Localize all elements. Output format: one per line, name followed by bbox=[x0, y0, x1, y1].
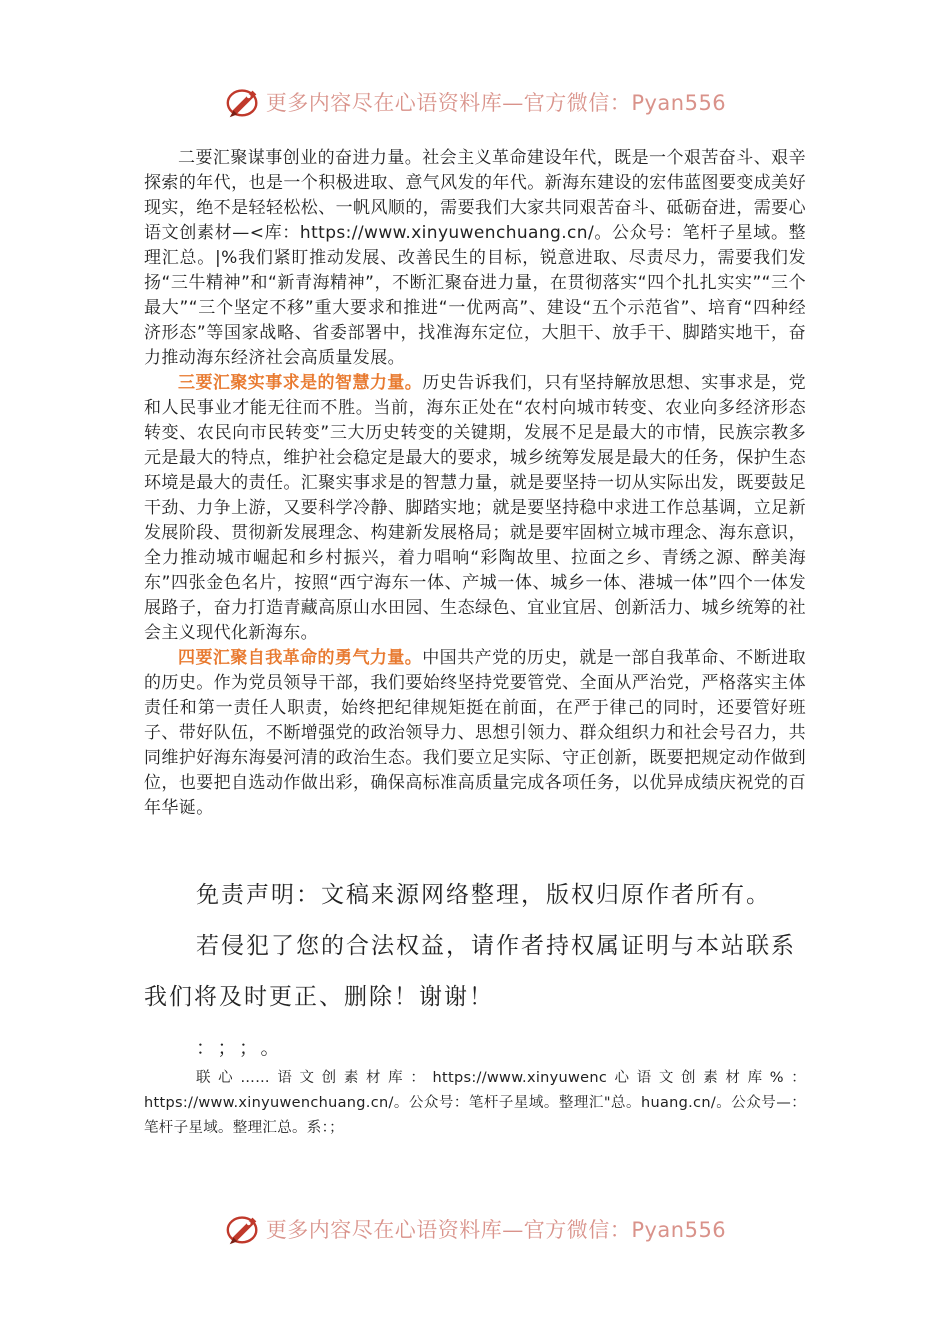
banner-label: 更多内容尽在心语资料库—官方微信： bbox=[265, 91, 632, 115]
paragraph-3-heading: 四要汇聚自我革命的勇气力量。 bbox=[178, 648, 423, 668]
banner-label: 更多内容尽在心语资料库—官方微信： bbox=[265, 1218, 632, 1242]
banner-wechat: Pyan556 bbox=[631, 1218, 727, 1242]
paragraph-2 bbox=[144, 371, 806, 646]
disclaimer-line-1: 免责声明：文稿来源网络整理，版权归原作者所有。 bbox=[196, 882, 771, 908]
paragraph-2-heading: 三要汇聚实事求是的智慧力量。 bbox=[178, 373, 423, 393]
paragraph-2-body: 历史告诉我们，只有坚持解放思想、实事求是，党和人民事业才能无往而不胜。当前，海东正处在“农村向城市转变、农业向多经济形态转变、农民向市民转变”三大历史转变的关键期，发展不足是最大的市情，民族宗教多元是最大的特点，维护社会稳定是最大的要求，城乡统筹发展是最大的任务，保护生态环境是最大的责任。汇聚实事求是的智慧力量，就是要坚持一切从实际出发，既要鼓足干劲、力争上游，又要科学冷静、脚踏实地；就是要坚持稳中求进工作总基调，立足新发展阶段、贯彻新发展理念、构建新发展格局；就是要牢固树立城市理念、海东意识，全力推动城市崛起和乡村振兴，着力唱响“彩陶故里、拉面之乡、青绣之源、醉美海东”四张金色名片，按照“西宁海东一体、产城一体、城乡一体、港城一体”四个一体发展路子，奋力打造青藏高原山水田园、生态绿色、宜业宜居、创新活力、城乡统筹的社会主义现代化新海东。 bbox=[144, 373, 806, 643]
pen-logo-icon bbox=[224, 1210, 262, 1248]
disclaimer-line-2: 若侵犯了您的合法权益，请作者持权属证明与本站联系 bbox=[196, 933, 796, 959]
disclaimer-line-3: 我们将及时更正、删除！谢谢！ bbox=[144, 984, 494, 1010]
paragraph-3-body: 中国共产党的历史，就是一部自我革命、不断进取的历史。作为党员领导干部，我们要始终坚持党要管党、全面从严治党，严格落实主体责任和第一责任人职责，始终把纪律规矩挺在前面，在严于律己的同时，还要管好班子、带好队伍，不断增强党的政治领导力、思想引领力、群众组织力和社会号召力，共同维护好海东海晏河清的政治生态。我们要立足实际、守正创新，既要把规定动作做到位，也要把自选动作做出彩，确保高标准高质量完成各项任务，以优异成绩庆祝党的百年华诞。 bbox=[144, 648, 806, 818]
pen-logo-icon bbox=[224, 83, 262, 121]
article-body bbox=[144, 146, 806, 821]
banner-text bbox=[266, 87, 726, 117]
punctuation-line: ：；；。 bbox=[196, 1037, 292, 1059]
footer-banner bbox=[0, 1209, 950, 1249]
banner-text bbox=[266, 1214, 726, 1244]
paragraph-3 bbox=[144, 646, 806, 821]
paragraph-1: 二要汇聚谋事创业的奋进力量。社会主义革命建设年代，既是一个艰苦奋斗、艰辛探索的年代，也是一个积极进取、意气风发的年代。新海东建设的宏伟蓝图要变成美好现实，绝不是轻轻松松、一帆风顺的，需要我们大家共同艰苦奋斗、砥砺奋进，需要心语文创素材—<库：https://www.xinyuwenchuang.cn/。公众号：笔杆子星域。整理汇总。|%我们紧盯推动发展、改善民生的目标，锐意进取、尽责尽力，需要我们发扬“三牛精神”和“新青海精神”，不断汇聚奋进力量，在贯彻落实“四个扎扎实实”“三个最大”“三个坚定不移”重大要求和推进“一优两高”、建设“五个示范省”、培育“四种经济形态”等国家战略、省委部署中，找准海东定位，大胆干、放手干、脚踏实地干，奋力推动海东经济社会高质量发展。 bbox=[144, 148, 806, 368]
banner-wechat: Pyan556 bbox=[631, 91, 727, 115]
footer-note: 联心……语文创素材库：https://www.xinyuwenc心语文创素材库%：https://www.xinyuwenchuang.cn/。公众号：笔杆子星域。整理汇"总。huang.cn/。公众号—：笔杆子星域。整理汇总。系：； bbox=[144, 1070, 806, 1136]
header-banner bbox=[0, 82, 950, 122]
